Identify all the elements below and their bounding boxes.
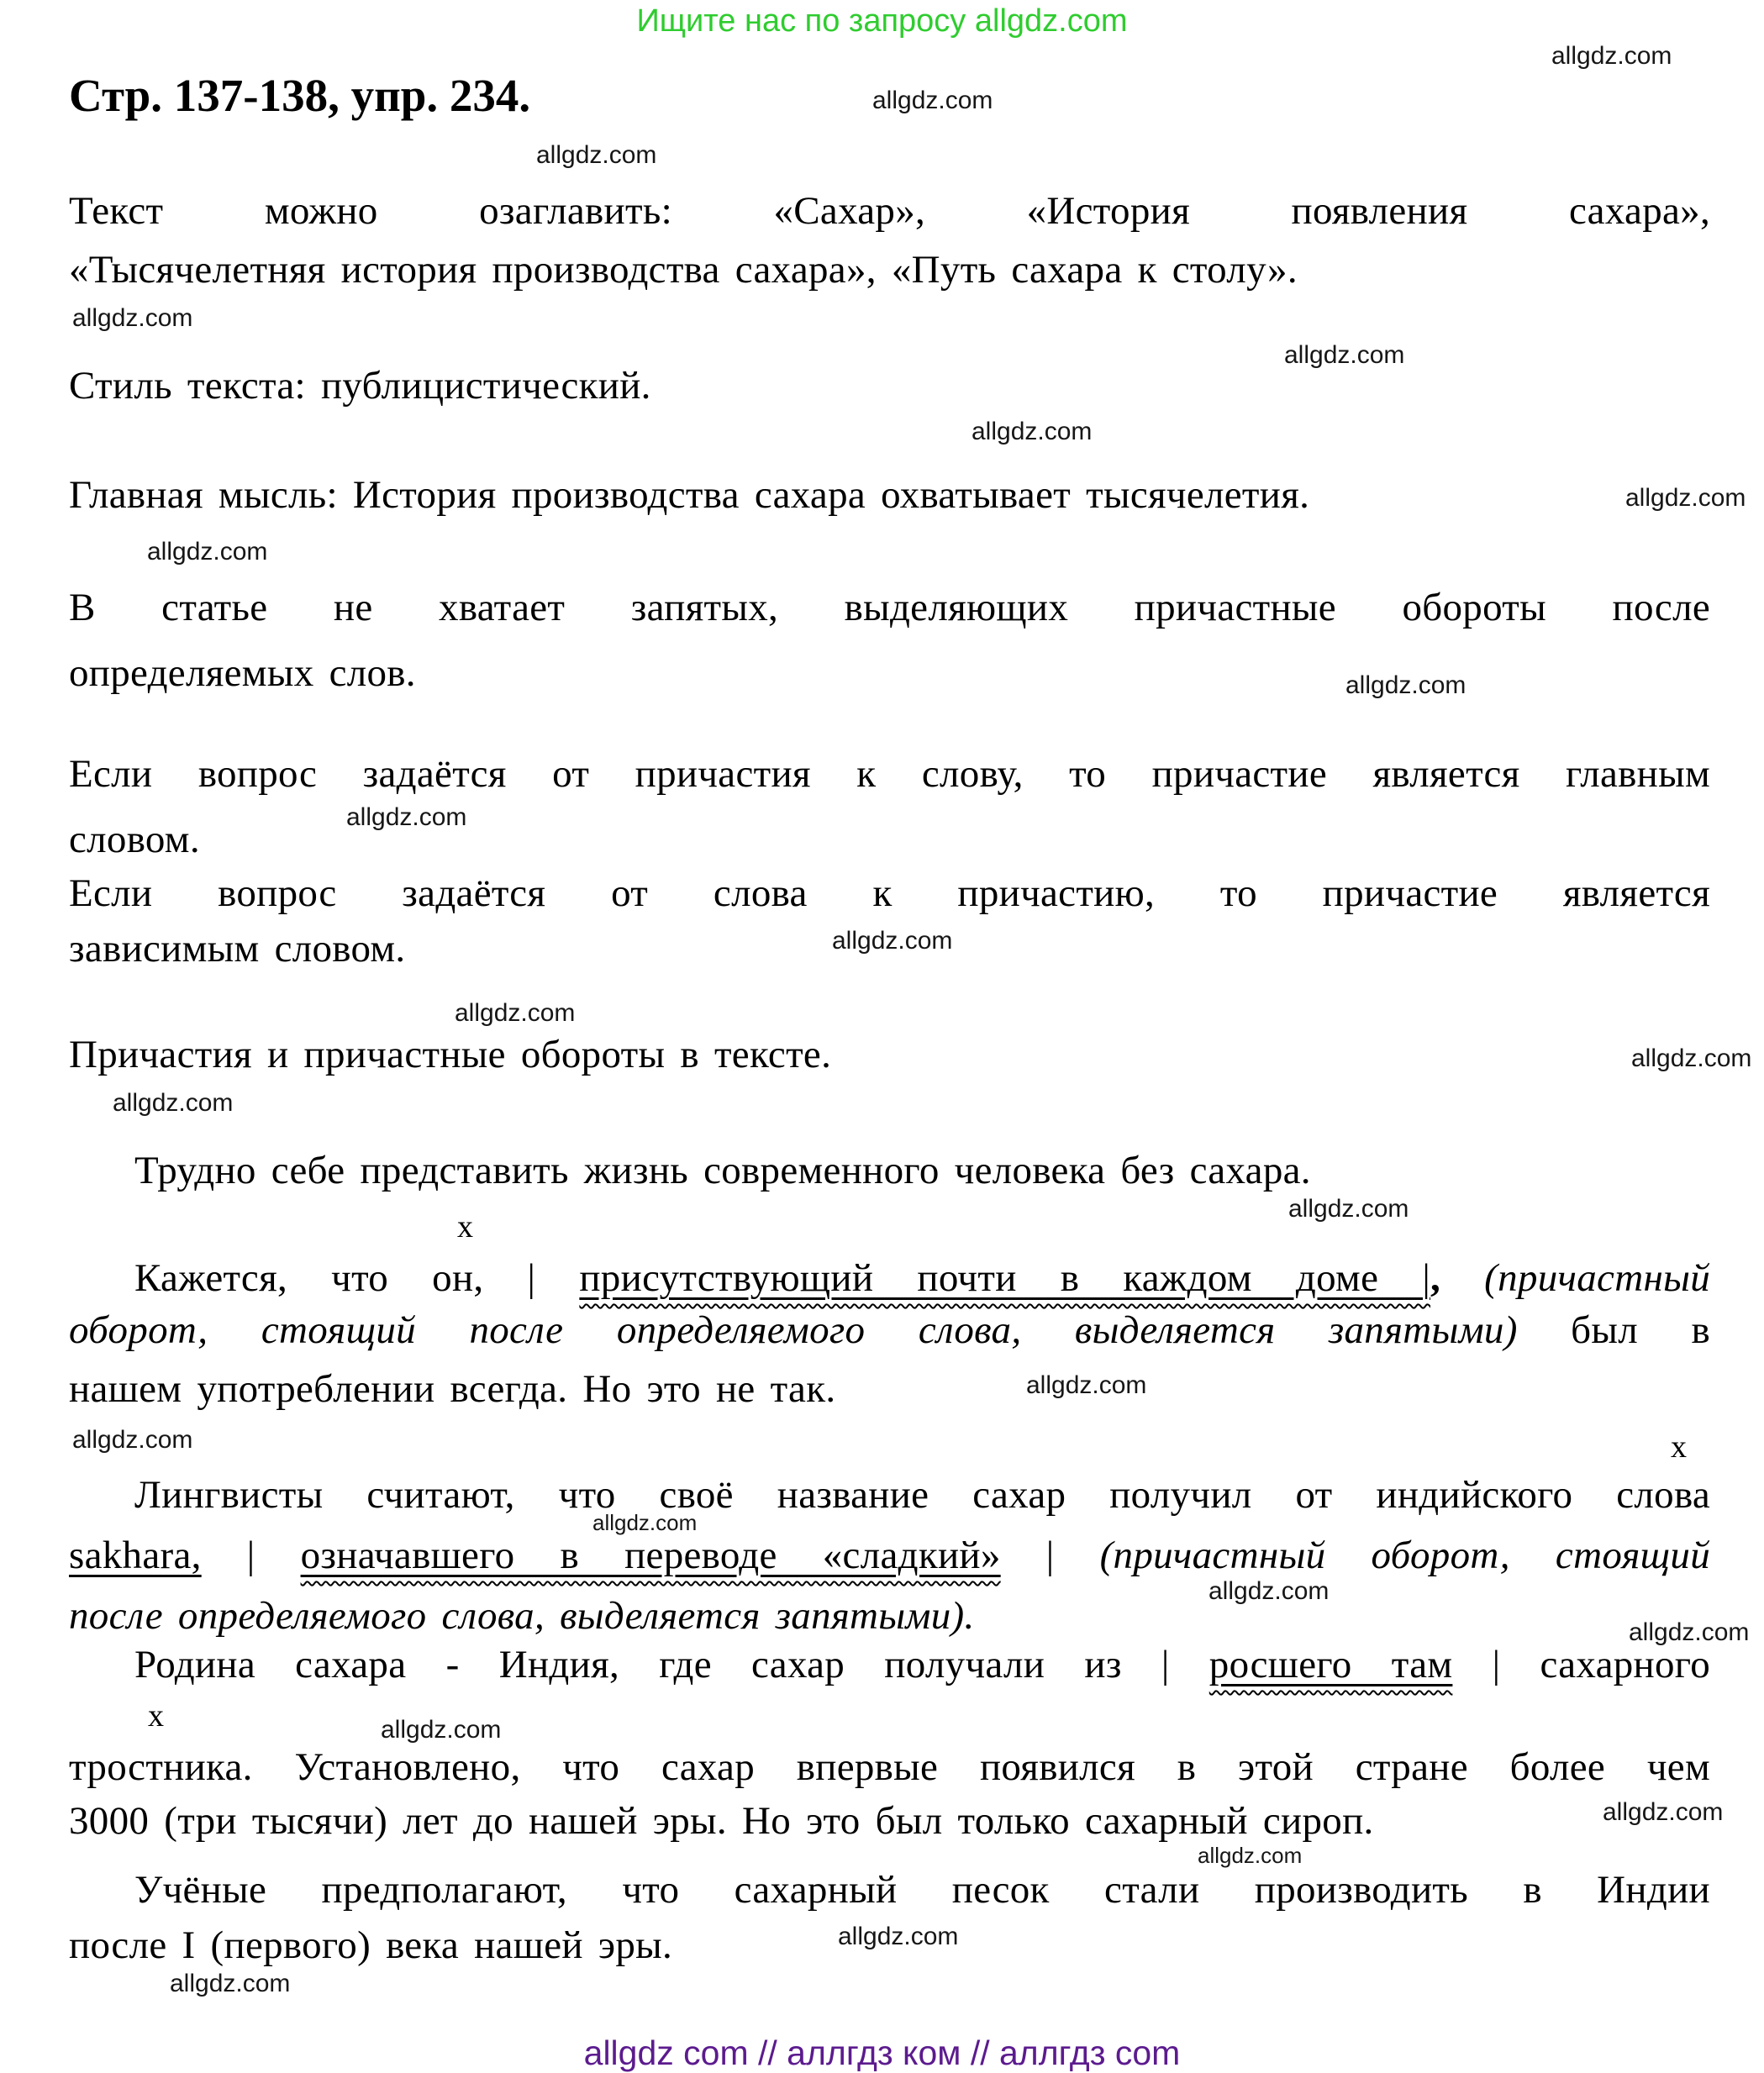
sentence-segment: Кажется, что он, |: [134, 1256, 580, 1300]
x-marker: х: [457, 1209, 473, 1244]
sentence-segment: был в: [1517, 1308, 1711, 1352]
sentence-segment: |: [201, 1534, 301, 1577]
rule-line: словом.: [69, 818, 200, 861]
answer-line: Текст можно озаглавить: «Сахар», «История появления сахара»,: [69, 189, 1710, 233]
participial-phrase-underline: [301, 1534, 1001, 1577]
watermark: allgdz.com: [381, 1716, 502, 1744]
text-line: тростника. Установлено, что сахар впервые появился в этой стране более чем: [69, 1745, 1710, 1789]
watermark: allgdz.com: [170, 1970, 291, 1997]
watermark: allgdz.com: [1198, 1843, 1303, 1868]
watermark: allgdz.com: [1603, 1798, 1724, 1826]
rule-line: Если вопрос задаётся от причастия к слову, то причастие является главным: [69, 752, 1710, 796]
inline-note-line: после определяемого слова, выделяется запятыми).: [69, 1594, 975, 1638]
section-heading: Причастия и причастные обороты в тексте.: [69, 1033, 832, 1076]
inline-note: оборот, стоящий после определяемого слова, выделяется запятыми): [69, 1308, 1518, 1352]
page-title: Стр. 137-138, упр. 234.: [69, 70, 531, 121]
watermark: allgdz.com: [832, 927, 953, 955]
inline-note: (причастный оборот, стоящий: [1099, 1534, 1711, 1577]
style-line: Стиль текста: публицистический.: [69, 364, 651, 408]
answer-line: В статье не хватает запятых, выделяющих причастные обороты после: [69, 586, 1710, 629]
footer-links: allgdz com // аллгдз ком // аллгдз com: [583, 2034, 1181, 2072]
sentence-segment: |: [1000, 1534, 1100, 1577]
text-line: [69, 1306, 1710, 1355]
watermark: allgdz.com: [346, 803, 467, 831]
watermark: allgdz.com: [592, 1510, 698, 1535]
watermark: allgdz.com: [536, 141, 657, 169]
watermark: allgdz.com: [1629, 1618, 1750, 1646]
watermark: allgdz.com: [1208, 1577, 1330, 1605]
sentence-segment: | сахарного: [1452, 1643, 1710, 1686]
answer-line: определяемых слов.: [69, 651, 416, 695]
text-line: [69, 1640, 1710, 1690]
watermark: allgdz.com: [1345, 671, 1466, 699]
inline-note: (причастный: [1440, 1256, 1710, 1300]
watermark: allgdz.com: [838, 1923, 959, 1950]
watermark: allgdz.com: [872, 87, 993, 114]
watermark: allgdz.com: [1284, 341, 1405, 369]
watermark: allgdz.com: [972, 418, 1093, 445]
bold-comma: ,: [1430, 1256, 1441, 1300]
text-line: Учёные предполагают, что сахарный песок стали производить в Индии: [134, 1868, 1710, 1912]
watermark: allgdz.com: [1625, 484, 1746, 512]
participial-phrase: присутствующий почти в каждом доме |: [579, 1256, 1431, 1300]
text-line: Трудно себе представить жизнь современного человека без сахара.: [134, 1149, 1311, 1192]
rule-line: зависимым словом.: [69, 927, 406, 971]
main-idea-line: Главная мысль: История производства сахара охватывает тысячелетия.: [69, 473, 1310, 517]
watermark: allgdz.com: [1026, 1371, 1147, 1399]
text-line: нашем употреблении всегда. Но это не так.: [69, 1367, 836, 1411]
x-marker: х: [148, 1698, 164, 1734]
x-marker: х: [1671, 1429, 1687, 1465]
participial-phrase-underline: [1209, 1643, 1453, 1686]
defined-word: sakhara,: [69, 1534, 202, 1577]
participial-phrase: росшего там: [1208, 1643, 1453, 1686]
watermark: allgdz.com: [1288, 1195, 1409, 1223]
answer-line: «Тысячелетняя история производства сахара», «Путь сахара к столу».: [69, 248, 1298, 292]
text-line: [69, 1531, 1710, 1581]
site-search-notice: Ищите нас по запросу allgdz.com: [636, 3, 1128, 39]
watermark: allgdz.com: [72, 304, 193, 332]
sentence-segment: Родина сахара - Индия, где сахар получали из |: [134, 1643, 1209, 1686]
watermark: allgdz.com: [113, 1089, 234, 1117]
watermark: allgdz.com: [72, 1426, 193, 1454]
watermark: allgdz.com: [1631, 1044, 1752, 1072]
watermark: allgdz.com: [1551, 42, 1672, 70]
text-line: 3000 (три тысячи) лет до нашей эры. Но это был только сахарный сироп.: [69, 1799, 1374, 1843]
participial-phrase-underline: [579, 1256, 1430, 1300]
watermark: allgdz.com: [455, 999, 576, 1027]
text-line: Лингвисты считают, что своё название сахар получил от индийского слова: [134, 1473, 1710, 1517]
rule-line: Если вопрос задаётся от слова к причастию, то причастие является: [69, 871, 1710, 915]
participial-phrase: означавшего в переводе «сладкий»: [300, 1534, 1001, 1577]
text-line: после I (первого) века нашей эры.: [69, 1923, 673, 1967]
text-line: [69, 1254, 1710, 1303]
watermark: allgdz.com: [147, 538, 268, 566]
